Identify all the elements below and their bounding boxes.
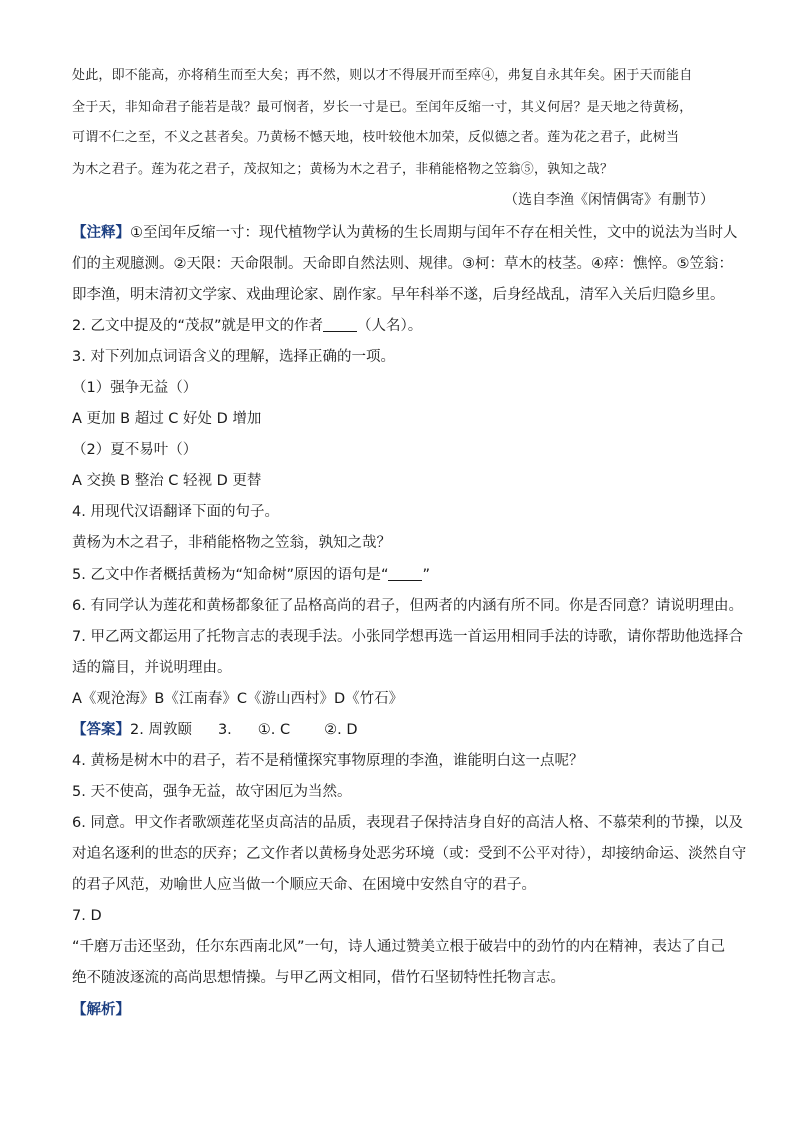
passage-line: 可谓不仁之至，不义之甚者矣。乃黄杨不憾天地，枝叶较他木加荣，反似德之者。莲为花之君子，此树当 [72, 130, 680, 145]
answer-6: 6. 同意。甲文作者歌颂莲花坚贞高洁的品质，表现君子保持洁身自好的高洁人格、不慕荣利的节操，以及 [72, 815, 743, 831]
question-7: 7. 甲乙两文都运用了托物言志的表现手法。小张同学想再选一首运用相同手法的诗歌，请你帮助他选择合 [72, 629, 743, 645]
question-4-sentence: 黄杨为木之君子，非稍能格物之笠翁，孰知之哉？ [72, 535, 391, 551]
answer-3: 3. [217, 722, 232, 738]
answer-3-2: ②. D [324, 722, 358, 738]
answer-2: 2. 周敦颐 [130, 722, 192, 738]
question-7-options: A《观沧海》B《江南春》C《游山西村》D《竹石》 [72, 691, 404, 707]
question-3-1: （1）强争无益（） [72, 380, 198, 396]
notes-text-1: ①至闰年反缩一寸：现代植物学认为黄杨的生长周期与闰年不存在相关性，文中的说法为当时人 [130, 225, 738, 241]
question-3-2-options: A 交换 B 整治 C 轻视 D 更替 [72, 473, 262, 489]
answer-blank [388, 566, 422, 581]
answer-7-explanation-cont: 绝不随波逐流的高尚思想情操。与甲乙两文相同，借竹石坚韧特性托物言志。 [72, 970, 565, 986]
question-3: 3. 对下列加点词语含义的理解，选择正确的一项。 [72, 349, 395, 365]
answer-blank [323, 317, 357, 332]
passage-source: （选自李渔《闲情偶寄》有删节） [504, 192, 714, 208]
answer-5: 5. 天不使高，强争无益，故守困厄为当然。 [72, 784, 352, 800]
passage-line: 处此，即不能高，亦将稍生而至大矣；再不然，则以才不得展开而至瘁④，弗复自永其年矣。困于天而能自 [72, 68, 693, 83]
question-7-cont: 适的篇目，并说明理由。 [72, 660, 232, 676]
passage-line: 全于天，非知命君子能若是哉？最可悯者，岁长一寸是已。至闰年反缩一寸，其义何居？是天地之待黄杨， [72, 100, 693, 115]
notes-line [72, 223, 738, 243]
answer-line [72, 720, 722, 740]
answer-3-1: ①. C [257, 722, 291, 738]
question-5: 5. 乙文中作者概括黄杨为“知命树”原因的语句是“ ” [72, 567, 430, 583]
question-2: 2. 乙文中提及的“茂叔”就是甲文的作者 （人名）。 [72, 318, 423, 334]
answer-7: 7. D [72, 908, 102, 924]
question-4: 4. 用现代汉语翻译下面的句子。 [72, 504, 279, 520]
answer-6-cont: 的君子风范，劝喻世人应当做一个顺应天命、在困境中安然自守的君子。 [72, 877, 536, 893]
answer-tag: 【答案】 [72, 722, 130, 738]
question-3-1-options: A 更加 B 超过 C 好处 D 增加 [72, 411, 262, 427]
notes-line: 即李渔，明末清初文学家、戏曲理论家、剧作家。早年科举不遂，后身经战乱，清军入关后归隐乡里。 [72, 287, 725, 303]
passage-line: 为木之君子。莲为花之君子，茂叔知之；黄杨为木之君子，非稍能格物之笠翁⑤，孰知之哉？ [72, 162, 614, 177]
question-3-2: （2）夏不易叶（） [72, 442, 198, 458]
question-6: 6. 有同学认为莲花和黄杨都象征了品格高尚的君子，但两者的内涵有所不同。你是否同意？请说明理由。 [72, 598, 743, 614]
answer-4: 4. 黄杨是树木中的君子，若不是稍懂探究事物原理的李渔，谁能明白这一点呢？ [72, 753, 584, 769]
analysis-tag: 【解析】 [72, 1002, 130, 1018]
answer-6-cont: 对追名逐利的世态的厌弃；乙文作者以黄杨身处恶劣环境（或：受到不公平对待），却接纳命运、淡然自守 [72, 846, 747, 862]
notes-tag: 【注释】 [72, 225, 130, 241]
notes-line: 们的主观臆测。②天限：天命限制。天命即自然法则、规律。③柯：草木的枝茎。④瘁：憔悴。⑤笠翁： [72, 256, 733, 272]
answer-7-explanation: “千磨万击还坚劲，任尔东西南北风”一句，诗人通过赞美立根于破岩中的劲竹的内在精神，表达了自己 [72, 939, 726, 955]
